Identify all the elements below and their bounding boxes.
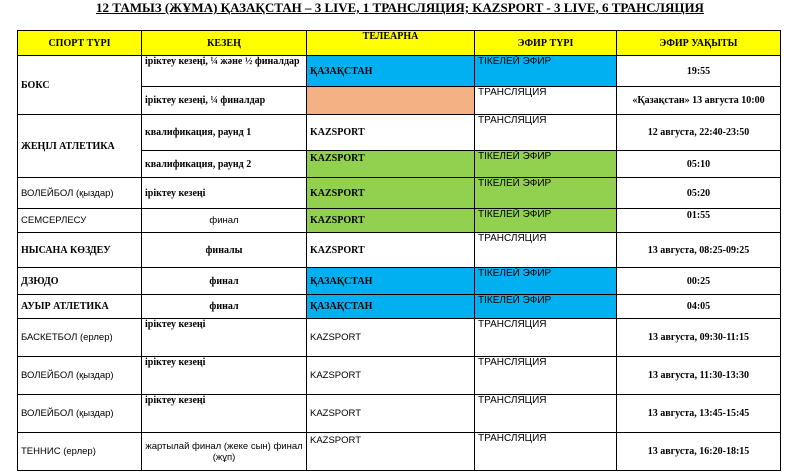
header-time: ЭФИР УАҚЫТЫ [617,31,781,56]
sport-cell: НЫСАНА КӨЗДЕУ [18,233,142,268]
channel-cell: ҚАЗАҚСТАН [307,268,475,295]
stage-cell: квалификация, раунд 2 [142,151,307,178]
time-cell: 13 августа, 09:30-11:15 [617,319,781,357]
time-cell: 13 августа, 11:30-13:30 [617,357,781,395]
type-cell: ТІКЕЛЕЙ ЭФИР [475,268,617,295]
channel-cell: KAZSPORT [307,115,475,151]
channel-cell: KAZSPORT [307,357,475,395]
table-row [18,357,781,395]
sport-cell: БОКС [18,56,142,115]
table-row [18,209,781,233]
time-cell: 04:05 [617,295,781,319]
type-cell: ТРАНСЛЯЦИЯ [475,115,617,151]
time-cell: 05:10 [617,151,781,178]
table-row [18,433,781,471]
header-row [18,31,781,56]
type-cell: ТРАНСЛЯЦИЯ [475,357,617,395]
time-cell: 12 августа, 22:40-23:50 [617,115,781,151]
stage-cell: финал [142,209,307,233]
table-row [18,295,781,319]
stage-cell: іріктеу кезеңі, ¼ финалдар [142,87,307,115]
channel-cell: KAZSPORT [307,178,475,209]
time-cell: 01:55 [617,209,781,233]
table-row [18,268,781,295]
time-cell: 13 августа, 16:20-18:15 [617,433,781,471]
table-row [18,178,781,209]
header-type: ЭФИР ТҮРІ [475,31,617,56]
page-title: 12 ТАМЫЗ (ЖҰМА) ҚАЗАҚСТАН – 3 LIVE, 1 ТРАНСЛЯЦИЯ; KAZSPORT - 3 LIVE, 6 ТРАНСЛЯЦИЯ [96,0,704,15]
table-row [18,233,781,268]
stage-cell: іріктеу кезеңі [142,395,307,433]
stage-cell: финал [142,268,307,295]
type-cell: ТРАНСЛЯЦИЯ [475,233,617,268]
channel-cell: ҚАЗАҚСТАН [307,295,475,319]
time-cell: 13 августа, 13:45-15:45 [617,395,781,433]
sport-cell: АУЫР АТЛЕТИКА [18,295,142,319]
time-cell: «Қазақстан» 13 августа 10:00 [617,87,781,115]
channel-cell: KAZSPORT [307,233,475,268]
type-cell: ТІКЕЛЕЙ ЭФИР [475,209,617,233]
channel-cell: KAZSPORT [307,209,475,233]
type-cell: ТІКЕЛЕЙ ЭФИР [475,151,617,178]
type-cell: ТІКЕЛЕЙ ЭФИР [475,295,617,319]
sport-cell: СЕМСЕРЛЕСУ [18,209,142,233]
header-sport: СПОРТ ТҮРІ [18,31,142,56]
type-cell: ТІКЕЛЕЙ ЭФИР [475,178,617,209]
stage-cell: финал [142,295,307,319]
table-row [18,319,781,357]
time-cell: 19:55 [617,56,781,87]
channel-cell: KAZSPORT [307,433,475,471]
type-cell: ТРАНСЛЯЦИЯ [475,87,617,115]
channel-cell [307,87,475,115]
sport-cell: ДЗЮДО [18,268,142,295]
type-cell: ТРАНСЛЯЦИЯ [475,395,617,433]
channel-cell: ҚАЗАҚСТАН [307,56,475,87]
type-cell: ТІКЕЛЕЙ ЭФИР [475,56,617,87]
channel-cell: KAZSPORT [307,319,475,357]
stage-cell: квалификация, раунд 1 [142,115,307,151]
sport-cell: ВОЛЕЙБОЛ (қыздар) [18,357,142,395]
time-cell: 00:25 [617,268,781,295]
schedule-table [17,30,781,471]
channel-cell: KAZSPORT [307,151,475,178]
stage-cell: іріктеу кезеңі [142,319,307,357]
table-row [18,56,781,87]
stage-cell: іріктеу кезеңі [142,357,307,395]
sport-cell: ВОЛЕЙБОЛ (қыздар) [18,395,142,433]
sport-cell: ВОЛЕЙБОЛ (қыздар) [18,178,142,209]
time-cell: 05:20 [617,178,781,209]
sport-cell: ЖЕҢІЛ АТЛЕТИКА [18,115,142,178]
stage-cell: іріктеу кезеңі [142,178,307,209]
header-stage: КЕЗЕҢ [142,31,307,56]
header-channel: ТЕЛЕАРНА [307,31,475,56]
channel-cell: KAZSPORT [307,395,475,433]
sport-cell: БАСКЕТБОЛ (ерлер) [18,319,142,357]
type-cell: ТРАНСЛЯЦИЯ [475,319,617,357]
stage-cell: финалы [142,233,307,268]
time-cell: 13 августа, 08:25-09:25 [617,233,781,268]
stage-cell: жартылай финал (жеке сын) финал (жұп) [142,433,307,471]
table-row [18,115,781,151]
type-cell: ТРАНСЛЯЦИЯ [475,433,617,471]
stage-cell: іріктеу кезеңі, ¼ және ½ финалдар [142,56,307,87]
sport-cell: ТЕННИС (ерлер) [18,433,142,471]
table-row [18,395,781,433]
